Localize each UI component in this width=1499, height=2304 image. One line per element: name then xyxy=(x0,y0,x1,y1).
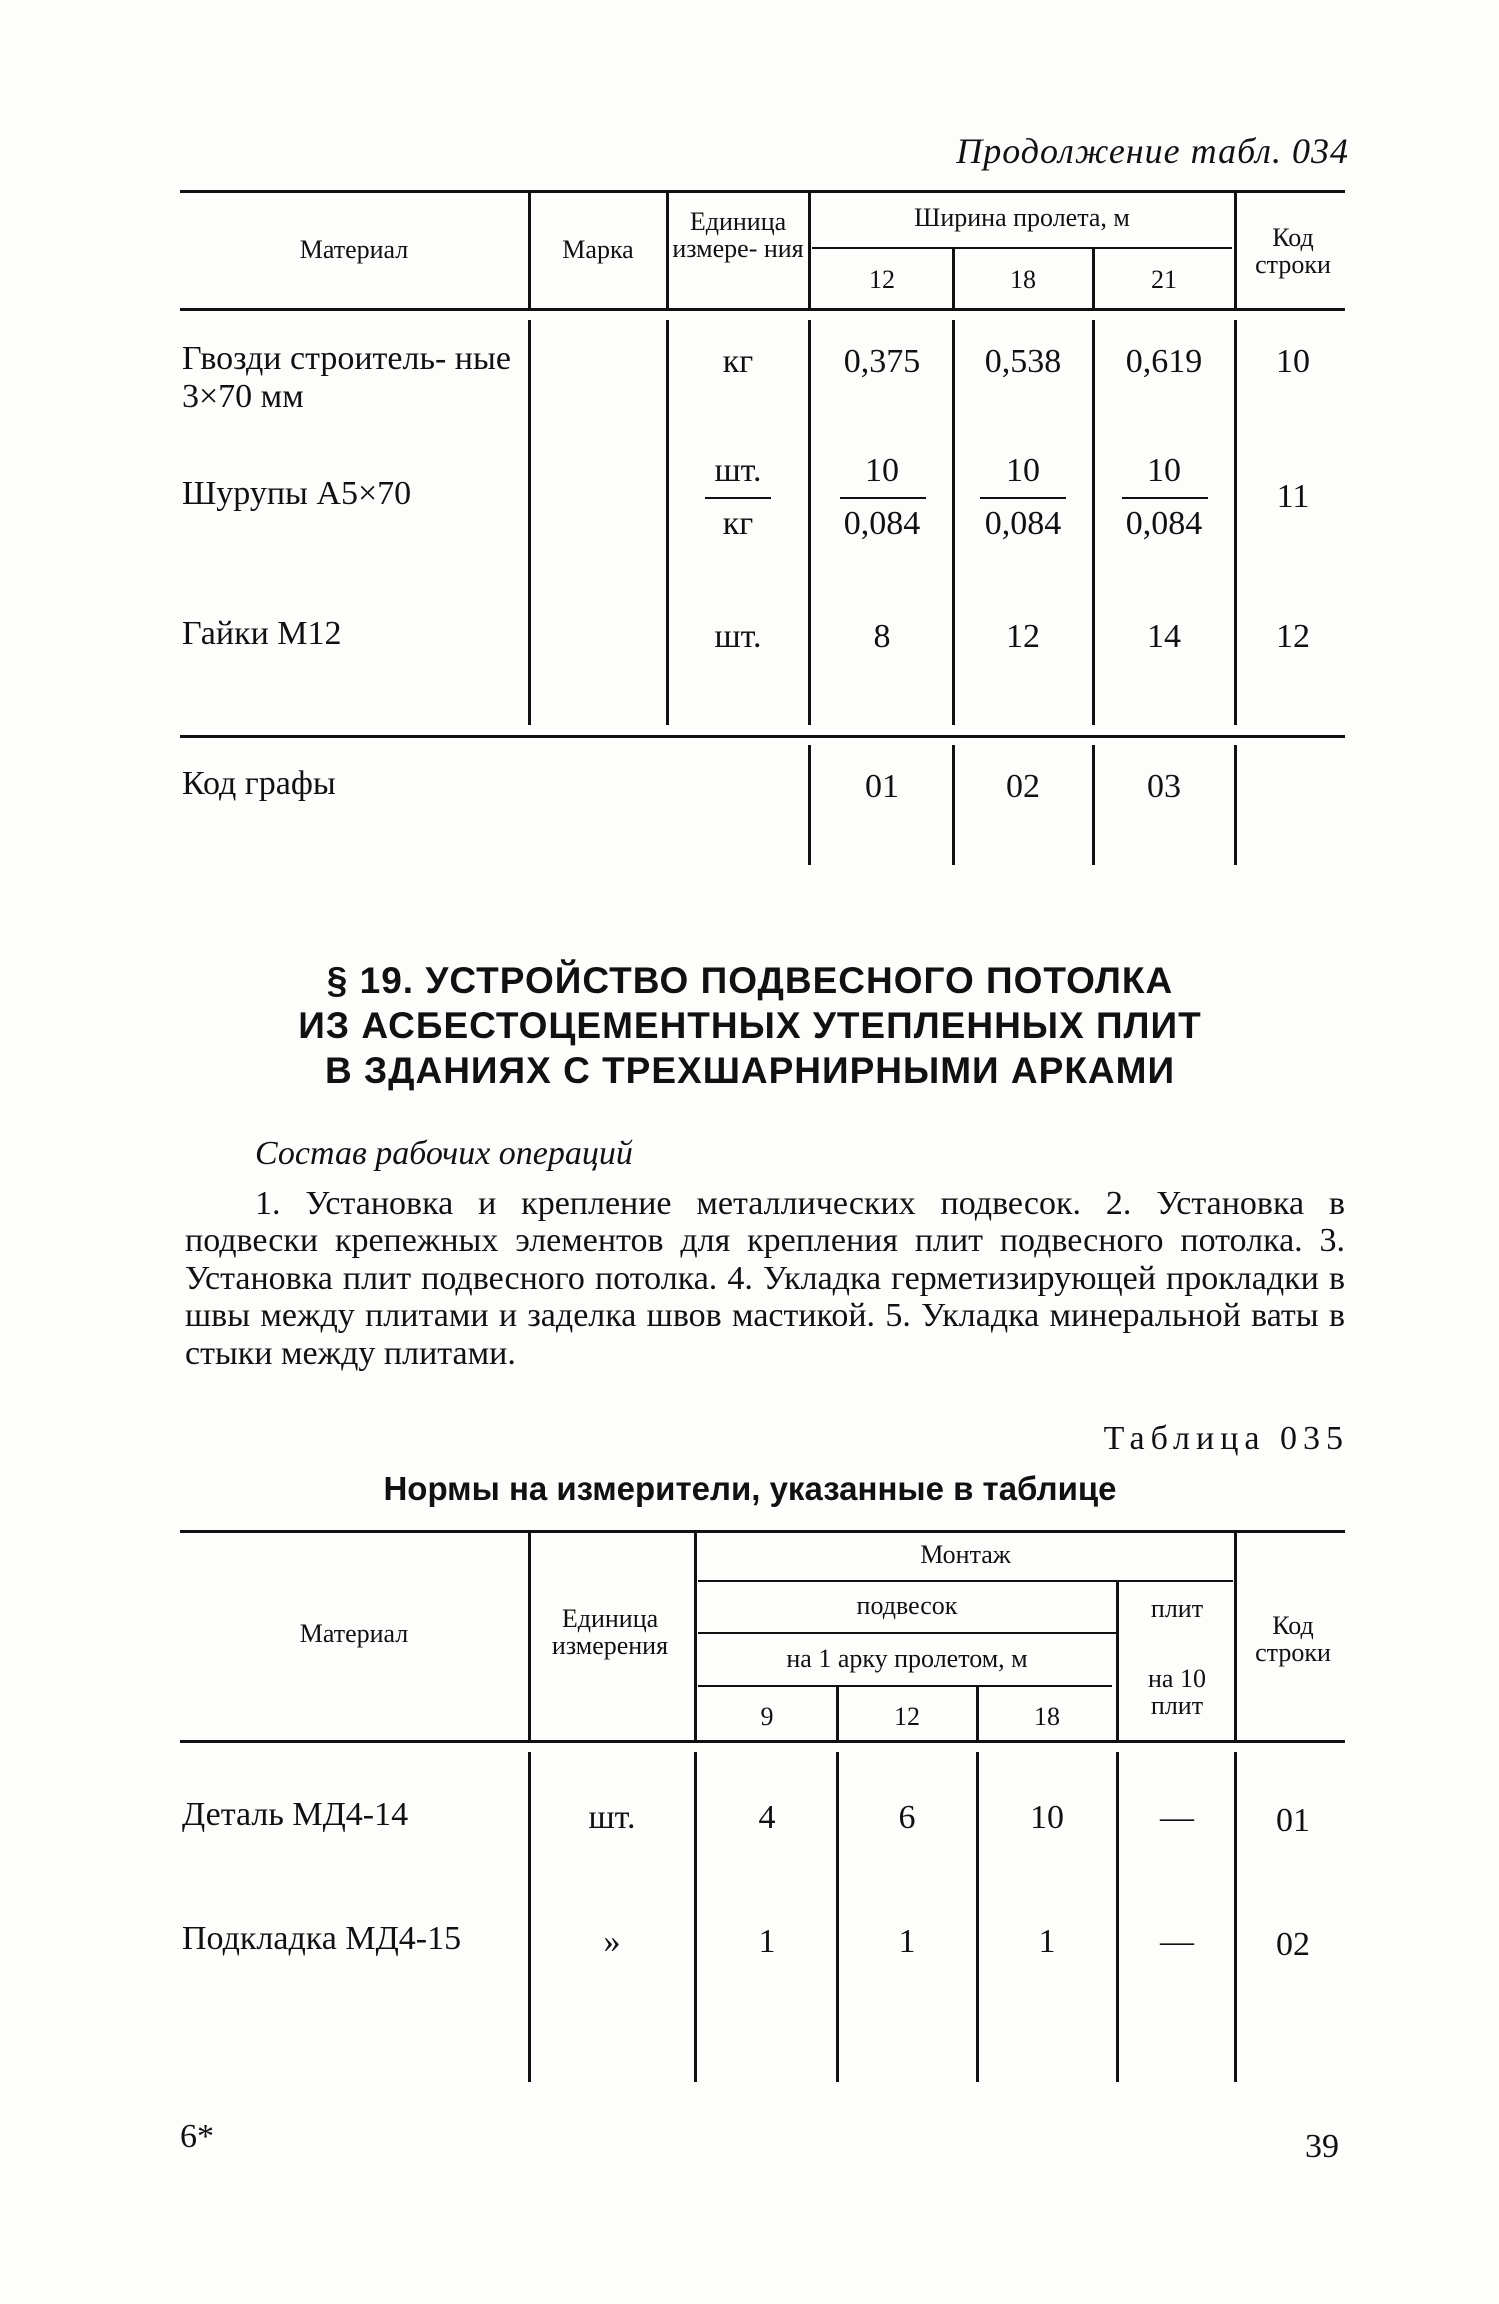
column-rule xyxy=(808,320,811,725)
row-value: 12 xyxy=(1006,618,1040,655)
page-number: 39 xyxy=(1305,2128,1339,2165)
row-value: 0,538 xyxy=(984,343,1062,380)
row-value: 1 xyxy=(1038,1923,1056,1960)
table-rule xyxy=(180,735,1345,738)
code-row-label: Код графы xyxy=(182,765,336,802)
column-rule xyxy=(1234,320,1237,725)
header-unit: Единица измерения xyxy=(551,1604,669,1661)
section-heading-line: ИЗ АСБЕСТОЦЕМЕНТНЫХ УТЕПЛЕННЫХ ПЛИТ xyxy=(298,1005,1202,1047)
row-value: — xyxy=(1160,1799,1194,1836)
signature-mark: 6* xyxy=(180,2118,214,2155)
row-value-denominator: 0,084 xyxy=(984,505,1062,542)
row-value: 6 xyxy=(898,1799,916,1836)
row-value: 8 xyxy=(873,618,891,655)
code-row-value: 03 xyxy=(1147,768,1181,805)
table-rule xyxy=(698,1685,1112,1687)
section-heading-line: § 19. УСТРОЙСТВО ПОДВЕСНОГО ПОТОЛКА xyxy=(326,960,1174,1001)
row-value: 1 xyxy=(898,1923,916,1960)
header-hangers: подвесок xyxy=(856,1591,958,1620)
table-rule xyxy=(180,1740,1345,1743)
row-code: 01 xyxy=(1276,1802,1310,1839)
header-w18: 18 xyxy=(1010,265,1036,294)
header-unit: Единица измере- ния xyxy=(672,207,804,264)
table-rule xyxy=(698,1580,1233,1582)
row-value-numerator: 10 xyxy=(1006,452,1040,489)
row-code: 12 xyxy=(1276,618,1310,655)
header-material: Материал xyxy=(299,1619,409,1648)
table-rule xyxy=(812,247,1232,249)
row-code: 10 xyxy=(1276,343,1310,380)
column-rule xyxy=(528,320,531,725)
fraction-bar xyxy=(840,497,926,499)
header-per-10: на 10 плит xyxy=(1148,1664,1206,1721)
row-value: 0,375 xyxy=(843,343,921,380)
column-rule xyxy=(1234,1532,1237,1740)
header-s12: 12 xyxy=(894,1702,920,1731)
subheading: Состав рабочих операций xyxy=(255,1135,633,1172)
header-span-width: Ширина пролета, м xyxy=(914,203,1130,232)
header-w21: 21 xyxy=(1151,265,1177,294)
row-material: Гайки М12 xyxy=(182,615,342,652)
row-unit-numerator: шт. xyxy=(714,452,762,489)
column-rule xyxy=(1116,1752,1119,2082)
table-label: Таблица 035 xyxy=(1103,1420,1349,1457)
table-rule xyxy=(180,1530,1345,1533)
row-code: 11 xyxy=(1276,478,1310,515)
fraction-bar xyxy=(705,497,771,499)
column-rule xyxy=(808,745,811,865)
table-rule xyxy=(698,1632,1118,1634)
row-value-numerator: 10 xyxy=(865,452,899,489)
row-material: Подкладка МД4-15 xyxy=(182,1920,462,1957)
row-value: 10 xyxy=(1030,1799,1064,1836)
fraction-bar xyxy=(1122,497,1208,499)
row-value: 0,619 xyxy=(1125,343,1203,380)
header-plates: плит xyxy=(1150,1594,1204,1623)
row-code: 02 xyxy=(1276,1926,1310,1963)
table-rule xyxy=(180,190,1345,193)
row-material: Гвозди строитель- ные 3×70 мм xyxy=(182,340,511,416)
header-montage: Монтаж xyxy=(920,1540,1011,1569)
operations-paragraph: 1. Установка и крепление металлических подвесок. 2. Установка в подвески крепежных элементов для крепления плит подвесного потолка. 3. Установка плит подвесного потолка. 4. Укладка герметизирующей прокладки в швы между плитами и заделка швов мастикой. 5. Укладка минеральной ваты в стыки между плитами. xyxy=(185,1185,1345,1372)
row-material: Шурупы А5×70 xyxy=(182,475,412,512)
column-rule xyxy=(1116,1582,1119,1740)
section-heading-line: В ЗДАНИЯХ С ТРЕХШАРНИРНЫМИ АРКАМИ xyxy=(324,1050,1176,1092)
row-value: 14 xyxy=(1147,618,1181,655)
table-caption: Нормы на измерители, указанные в таблице xyxy=(383,1470,1117,1507)
row-value-denominator: 0,084 xyxy=(1125,505,1203,542)
row-unit-denominator: кг xyxy=(722,505,754,542)
row-value: — xyxy=(1160,1923,1194,1960)
row-unit: шт. xyxy=(588,1799,636,1836)
row-value: 4 xyxy=(758,1799,776,1836)
column-rule xyxy=(1234,1752,1237,2082)
column-rule xyxy=(1234,745,1237,865)
header-code: Код строки xyxy=(1255,1611,1331,1668)
row-unit: » xyxy=(603,1923,621,1960)
code-row-value: 01 xyxy=(865,768,899,805)
fraction-bar xyxy=(980,497,1066,499)
header-per-arch: на 1 арку пролетом, м xyxy=(786,1644,1028,1673)
header-s9: 9 xyxy=(760,1702,774,1731)
column-rule xyxy=(694,1752,697,2082)
continuation-title: Продолжение табл. 034 xyxy=(956,131,1349,171)
column-rule xyxy=(1234,192,1237,308)
row-value: 1 xyxy=(758,1923,776,1960)
row-unit: кг xyxy=(722,343,754,380)
header-s18: 18 xyxy=(1034,1702,1060,1731)
row-unit: шт. xyxy=(714,618,762,655)
column-rule xyxy=(808,192,811,308)
code-row-value: 02 xyxy=(1006,768,1040,805)
header-mark: Марка xyxy=(562,235,634,264)
row-value-denominator: 0,084 xyxy=(843,505,921,542)
row-material: Деталь МД4-14 xyxy=(182,1796,409,1833)
table-rule xyxy=(180,308,1345,311)
header-code: Код строки xyxy=(1255,223,1331,280)
section-heading xyxy=(120,958,1380,1093)
header-w12: 12 xyxy=(869,265,895,294)
row-value-numerator: 10 xyxy=(1147,452,1181,489)
header-material: Материал xyxy=(299,235,409,264)
